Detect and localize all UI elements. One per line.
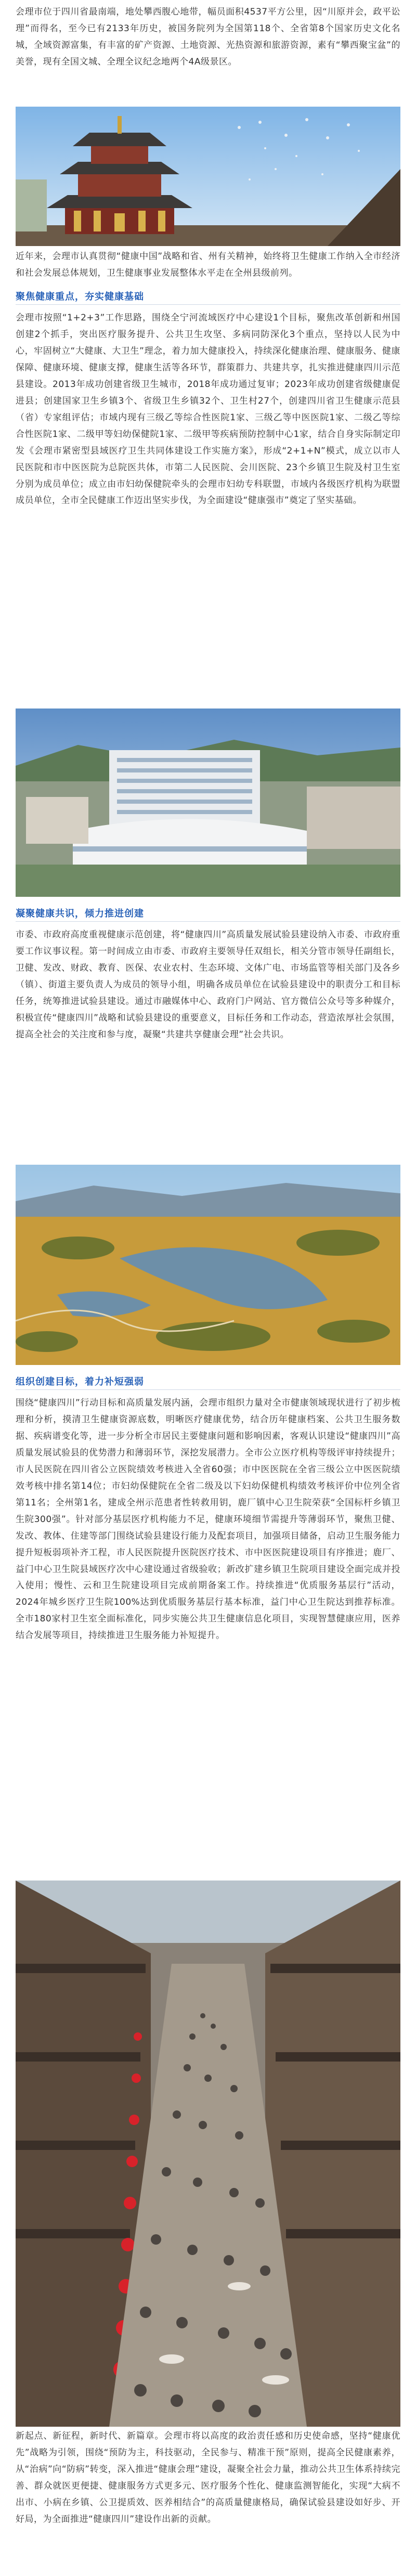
ancient-street-crowd-photo xyxy=(16,1881,400,2427)
section-1-body: 会理市按照“1+2+3”工作思路，围绕全宁河流域医疗中心建设1个目标，聚焦改革创新和州国创建2个抓手，突出医疗服务提升、公共卫生攻坚、多病同防深化3个重点，坚持以人民为中心，牢固树立“大健康、大卫生”理念，着力加大健康投入，持续深化健康治理、健康服务、健康保障、健康环境、健康支撑，健康生活等各环节，群策群力、共建共享，扎实推进健康四川示范县建设。2013年成功创建省级卫生城市，2018年成功通过复审；2023年成功创建省级健康促进县；创建国家卫生乡镇3个、省级卫生乡镇32个、卫生村27个，创建四川省卫生健康示范县（省）专家组评估；市域内现有三级乙等综合性医院1家、三级乙等中医医院1家、二级乙等综合性医院1家、二级甲等妇幼保健院1家、二级甲等疾病预防控制中心1家，结合自身实际制定印发《会理市紧密型县域医疗卫生共同体建设工作实施方案》，形成“2+1+N”模式，成立以市人民医院和市中医医院为总院医共体，市第二人民医院、会川医院、23个乡镇卫生院及村卫生室分别为成员单位；成立由市妇幼保健院牵头的会理市妇幼专科联盟，市域内各级医疗机构为联盟成员单位，全市全民健康工作迈出坚实步伐，为全面建设“健康强市”奠定了坚实基础。 xyxy=(16,313,400,506)
paragraph-1: 近年来，会理市认真贯彻“健康中国”战略和省、州有关精神，始终将卫生健康工作纳入全市经济和社会发展总体规划，卫生健康事业发展整体水平走在全州县级前列。 xyxy=(16,251,400,278)
tower-photo xyxy=(16,107,400,246)
section-3-body: 围绕“健康四川”行动目标和高质量发展内涵，会理市组织力量对全市健康领域现状进行了初步梳理和分析，摸清卫生健康资源底数，明晰医疗健康优势，结合历年健康档案、公共卫生服务数据、疾病谱变化等，进一步分析全市居民主要健康问题和影响因素，客观认识建设“健康四川”高质量发展试验县的优势潜力和薄弱环节，深挖发展潜力。全市公立医疗机构等级评审持续提升；市人民医院在四川省公立医院绩效考核进入全省60强；市中医医院在全省三级公立中医医院绩效考核中排名第14位；市妇幼保健院在全省二级及以下妇幼保健机构绩效考核评价中位列全省第11名；全州第1名，建成全州示范患者性转救用钥，鹿厂镇中心卫生院荣获“全国标杆乡镇卫生院300强”。针对部分基层医疗机构能力不足，健康环境细节需提升等薄弱环节，聚焦卫健、发改、教体、住建等部门围绕试验县建设行能力及配套项目，加强项目储备，启动卫生服务能力提升短板弱项补齐工程，市人民医院提升医院医疗技术、市中医医院建设项目有序推进；鹿厂、益门中心卫生院县域医疗次中心建设通过省级验收；新改扩建乡镇卫生院项目建设全面完成并投入使用；慢性、云和卫生院建设项目完成前期备案工作。持续推进“优质服务基层行”活动，2024年城乡医疗卫生院100%达到优质服务基层行基本标准，益门中心卫生院达到推荐标准。全市180家村卫生室全面标准化，同步实施公共卫生健康信息化项目，实现智慧健康应用，医养结合发展等项目，持续推进卫生服务能力补短提升。 xyxy=(16,1398,400,1641)
section-3-title: 组织创建目标，着力补短强弱 xyxy=(16,1376,144,1387)
section-2-body: 市委、市政府高度重视健康示范创建，将“健康四川”高质量发展试验县建设纳入市委、市政府重要工作议事议程。第一时间成立由市委、市政府主要领导任双组长，相关分管市领导任副组长，卫健、发改、财政、教育、医保、农业农村、生态环境、文体广电、市场监管等相关部门及各乡（镇）、街道主要负责人为成员的领导小组，明确各成员单位在试验县建设中的职责分工和目标任务，统筹推进试验县建设。通过市融媒体中心、政府门户网站、官方微信公众号等多种媒介，积极宣传“健康四川”战略和试验县建设的重要意义，目标任务和工作动态，营造浓厚社会氛围，提高全社会的关注度和参与度，凝聚“共建共享健康会理”社会共识。 xyxy=(16,930,400,1040)
section-3-divider xyxy=(16,1389,400,1390)
section-1-divider xyxy=(16,304,400,305)
section-2-divider xyxy=(16,921,400,922)
closing-paragraph: 新起点、新征程，新时代、新篇章。会理市将以高度的政治责任感和历史使命感，坚持“健康优先”战略为引领，围绕“预防为主，科技驱动，全民参与、精准干预”原则，提高全民健康素养，从“治病”向“防病”转变，深入推进“健康会理”建设，凝聚全社会力量，推动公共卫生体系持续完善、群众就医更便捷、健康服务方式更多元、医疗服务个性化、健康监测智能化，实现“大病不出市、小病在乡镇、公卫提质效、医养相结合”的高质量健康格局，确保试验县建设如好步、开好局，为全面推进“健康四川”建设作出新的贡献。 xyxy=(16,2431,400,2525)
hospital-photo xyxy=(16,709,400,897)
section-2-title: 凝聚健康共识，倾力推进创建 xyxy=(16,908,144,919)
intro-paragraph: 会理市位于四川省最南端，地处攀西腹心地带，幅员面积4537平方公里，因“川原并会，政平讼理”而得名，至今已有2133年历史，被国务院列为全国第118个、全省第8个国家历史文化名城，全域资源富集，有丰富的矿产资源、土地资源、光热资源和旅游资源，素有“攀西聚宝盆”的美誉，现有全国文城、全理全议纪念地两个4A级景区。 xyxy=(16,7,400,67)
section-1-title: 聚焦健康重点，夯实健康基础 xyxy=(16,291,144,302)
lake-landscape-photo xyxy=(16,1165,400,1365)
